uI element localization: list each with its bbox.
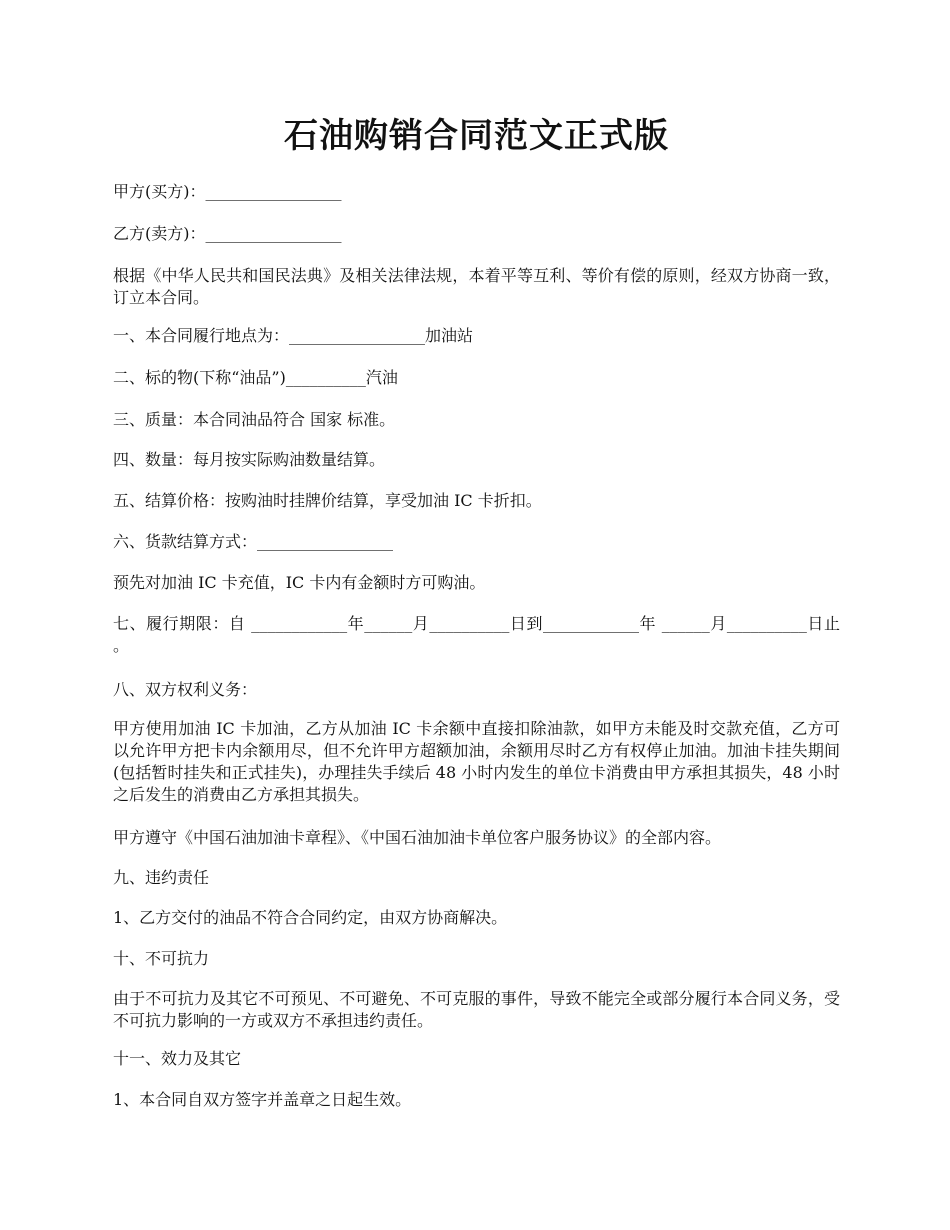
preamble-paragraph: 根据《中华人民共和国民法典》及相关法律法规，本着平等互利、等价有偿的原则，经双方协商一致，订立本合同。 <box>113 266 840 307</box>
clause-4-quantity: 四、数量：每月按实际购油数量结算。 <box>113 450 386 469</box>
force-majeure-paragraph: 由于不可抗力及其它不可预见、不可避免、不可克服的事件，导致不能完全或部分履行本合同义务，受不可抗力影响的一方或双方不承担违约责任。 <box>113 989 840 1030</box>
clause-1-location: 一、本合同履行地点为：_________________加油站 <box>113 326 474 345</box>
clause-7-term: 七、履行期限：自 ____________年______月__________日到____________年 ______月__________日止 。 <box>113 614 840 655</box>
clause-11-heading: 十一、效力及其它 <box>113 1049 242 1068</box>
rights-obligations-paragraph: 甲方使用加油 IC 卡加油，乙方从加油 IC 卡余额中直接扣除油款，如甲方未能及时交款充值，乙方可以允许甲方把卡内余额用尽，但不允许甲方超额加油，余额用尽时乙方有权停止加油。加油卡挂失期间(包括暂时挂失和正式挂失)，办理挂失手续后 48 小时内发生的单位卡消费由甲方承担其损失，48 小时之后发生的消费由乙方承担其损失。 <box>113 719 840 804</box>
effect-item-1: 1、本合同自双方签字并盖章之日起生效。 <box>113 1090 412 1109</box>
document-title: 石油购销合同范文正式版 <box>284 116 669 156</box>
clause-9-heading: 九、违约责任 <box>113 868 210 887</box>
clause-3-quality: 三、质量：本合同油品符合 国家 标准。 <box>113 410 396 429</box>
clause-8-heading: 八、双方权利义务： <box>113 680 258 699</box>
breach-item-1: 1、乙方交付的油品不符合合同约定，由双方协商解决。 <box>113 908 508 927</box>
party-b-line: 乙方(卖方)：_________________ <box>113 224 342 243</box>
clause-6-payment: 六、货款结算方式：_________________ <box>113 532 394 551</box>
clause-2-subject: 二、标的物(下称“油品”)__________汽油 <box>113 368 398 387</box>
party-a-line: 甲方(买方)：_________________ <box>113 182 342 201</box>
clause-10-heading: 十、不可抗力 <box>113 949 210 968</box>
clause-5-price: 五、结算价格：按购油时挂牌价结算，享受加油 IC 卡折扣。 <box>113 491 542 510</box>
prepay-paragraph: 预先对加油 IC 卡充值，IC 卡内有金额时方可购油。 <box>113 573 486 592</box>
compliance-paragraph: 甲方遵守《中国石油加油卡章程》、《中国石油加油卡单位客户服务协议》的全部内容。 <box>113 828 722 847</box>
